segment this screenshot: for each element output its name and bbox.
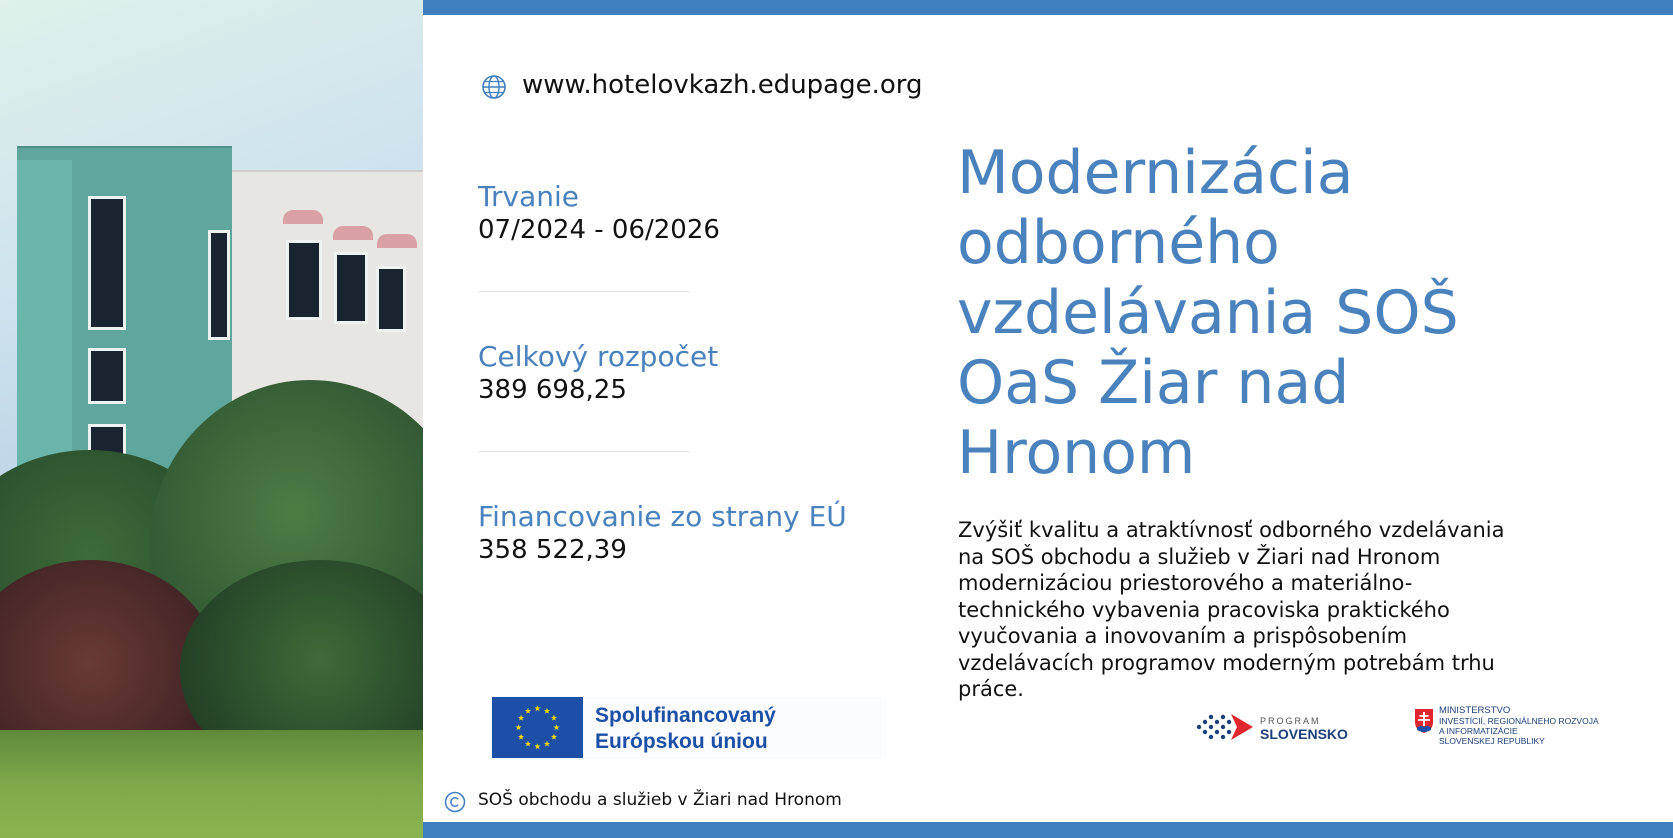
divider (478, 291, 690, 292)
eu-funding-value: 358 522,39 (478, 535, 627, 565)
eu-flag-icon (492, 697, 583, 758)
total-budget-label: Celkový rozpočet (478, 340, 719, 373)
bottom-accent-bar (423, 822, 1673, 838)
window-arch (283, 210, 323, 224)
copyright-icon (444, 791, 466, 813)
eu-cofunded-logo (492, 697, 887, 759)
divider (478, 451, 690, 452)
slovak-coat-of-arms-icon (1414, 708, 1434, 734)
project-description: Zvýšiť kvalitu a atraktívnosť odborného vzdelávania na SOŠ obchodu a služieb v Žiari nad Hronom modernizáciou priestorového a materiálno-technického vybavenia pracoviska praktického vyučovania a inovovaním a prispôsobením vzdelávacích programov moderným potrebám trhu práce. (958, 518, 1505, 701)
top-accent-bar (423, 0, 1673, 15)
eu-text-line2: Európskou úniou (595, 730, 768, 753)
building-window (88, 348, 126, 404)
school-building-photo (0, 0, 423, 838)
globe-icon (481, 74, 507, 100)
ministry-logo (1414, 706, 1614, 750)
total-budget-value: 389 698,25 (478, 375, 627, 405)
building-window (376, 266, 406, 332)
ministry-line3: A INFORMATIZÁCIE (1439, 726, 1518, 736)
building-window (88, 196, 126, 330)
program-label: PROGRAM (1260, 716, 1321, 726)
ministry-text (1439, 706, 1599, 746)
ministry-line2: INVESTÍCIÍ, REGIONÁLNEHO ROZVOJA (1439, 716, 1599, 726)
slovensko-label: SLOVENSKO (1260, 726, 1348, 742)
ministry-line4: SLOVENSKEJ REPUBLIKY (1439, 736, 1545, 746)
project-title: Modernizácia odborného vzdelávania SOŠ OaS Žiar nad Hronom (957, 138, 1459, 488)
lawn (0, 730, 423, 838)
ministry-line1: MINISTERSTVO (1439, 705, 1511, 716)
website-link[interactable]: www.hotelovkazh.edupage.org (522, 70, 923, 100)
building-window (286, 240, 322, 320)
building-window (334, 252, 368, 324)
eu-text-line1: Spolufinancovaný (595, 704, 776, 727)
building-window (208, 230, 230, 340)
footer-school-name: SOŠ obchodu a služieb v Žiari nad Hronom (478, 790, 842, 810)
green-building-side (17, 160, 72, 480)
eu-funding-label: Financovanie zo strany EÚ (478, 500, 847, 533)
duration-value: 07/2024 - 06/2026 (478, 215, 720, 245)
program-slovensko-logo (1193, 710, 1348, 744)
window-arch (377, 234, 417, 248)
window-arch (333, 226, 373, 240)
program-slovensko-icon (1193, 710, 1255, 744)
eu-cofunded-text (595, 703, 776, 755)
duration-label: Trvanie (478, 180, 579, 213)
